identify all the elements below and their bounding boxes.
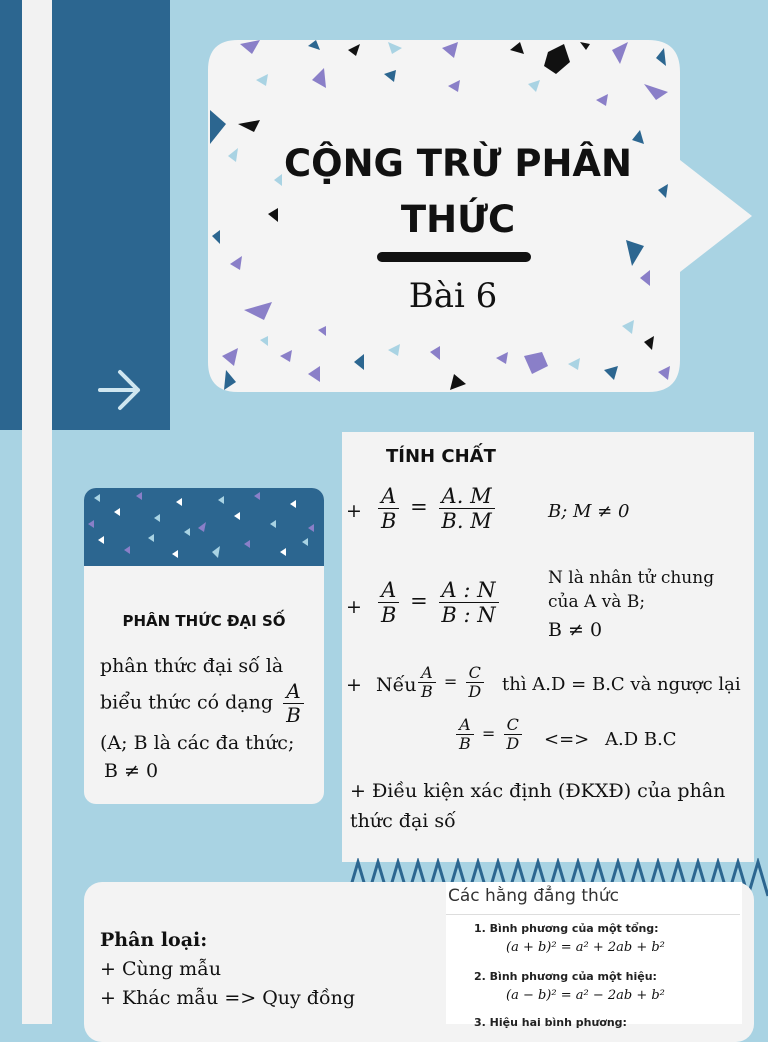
fraction-denominator: B — [381, 509, 397, 534]
definition-line: B ≠ 0 — [104, 760, 159, 782]
identities-title: Các hằng đẳng thức — [448, 886, 619, 906]
property-5-line: + Điều kiện xác định (ĐKXĐ) của phân — [350, 780, 726, 802]
property-2-plus: + — [346, 596, 362, 618]
fraction-numerator: C — [466, 664, 484, 683]
property-4-formula: $\frac{A}{B}$ = $\frac{C}{D}$ — [456, 716, 522, 754]
fraction-denominator: D — [506, 734, 520, 754]
card-confetti-header — [84, 488, 324, 566]
identity-formula: (a + b)² = a² + 2ab + b² — [506, 940, 665, 955]
identity-label: 2. Bình phương của một hiệu: — [474, 970, 657, 983]
classification-item: + Khác mẫu => Quy đồng — [100, 987, 355, 1009]
definition-text — [100, 652, 320, 785]
arrow-right-icon[interactable] — [96, 366, 144, 414]
property-5 — [350, 776, 750, 836]
property-5-line: thức đại số — [350, 810, 456, 832]
fraction-numerator: A. M — [439, 484, 495, 509]
fraction-numerator: A — [378, 484, 399, 509]
definition-card — [84, 488, 324, 804]
result-text: A.D B.C — [604, 729, 677, 750]
property-1-formula: $\frac{A}{B}$ = $\frac{A. M}{B. M}$ — [378, 484, 495, 533]
note-line: của A và B; — [548, 592, 646, 612]
fraction-denominator: B — [459, 734, 471, 754]
fraction-denominator: B. M — [441, 509, 492, 534]
fraction-numerator: A — [418, 664, 436, 683]
note-line: N là nhân tử chung — [548, 568, 715, 588]
title-underline — [377, 252, 531, 262]
divider — [446, 914, 740, 915]
confetti-pattern — [84, 488, 324, 566]
fraction-numerator: A — [378, 578, 399, 603]
property-3-suffix: thì A.D = B.C và ngược lại — [502, 674, 741, 695]
page-subtitle: Bài 6 — [408, 276, 498, 316]
identities-box — [446, 882, 742, 1029]
definition-line-with-fraction — [100, 680, 320, 727]
property-2-formula: $\frac{A}{B}$ = $\frac{A : N}{B : N}$ — [378, 578, 499, 627]
property-1-plus: + — [346, 500, 362, 522]
property-3 — [346, 674, 417, 696]
identity-label: 3. Hiệu hai bình phương: — [474, 1016, 627, 1029]
fraction-numerator: C — [504, 716, 522, 735]
property-4-result — [544, 729, 677, 750]
fraction-denominator: B — [381, 603, 397, 628]
identity-formula: (a − b)² = a² − 2ab + b² — [506, 988, 665, 1003]
fraction-denominator: B — [286, 703, 301, 727]
fraction-numerator: A — [456, 716, 474, 735]
note-line: B ≠ 0 — [548, 619, 603, 641]
property-3-formula: $\frac{A}{B}$ = $\frac{C}{D}$ — [418, 664, 484, 702]
property-2-note — [548, 566, 714, 642]
definition-line: (A; B là các đa thức; — [100, 732, 295, 754]
fraction-denominator: B — [421, 682, 433, 702]
fraction-denominator: B : N — [441, 603, 496, 628]
left-dark-stripe — [0, 0, 22, 430]
page-title — [258, 136, 658, 248]
classification-heading: Phân loại: — [100, 929, 208, 951]
equivalence-arrow: <=> — [544, 729, 590, 750]
properties-heading: TÍNH CHẤT — [386, 446, 496, 467]
fraction-numerator: A : N — [439, 578, 499, 603]
title-line-2: THỨC — [400, 198, 516, 241]
property-3-prefix: Nếu — [375, 674, 417, 696]
left-light-stripe — [22, 0, 52, 1024]
property-1-condition: B; M ≠ 0 — [548, 501, 630, 522]
identity-label: 1. Bình phương của một tổng: — [474, 922, 659, 935]
classification-item: + Cùng mẫu — [100, 958, 222, 980]
definition-line: phân thức đại số là — [100, 655, 284, 677]
title-line-1: CỘNG TRỪ PHÂN — [283, 142, 633, 185]
definition-heading: PHÂN THỨC ĐẠI SỐ — [122, 612, 286, 630]
definition-line: biểu thức có dạng — [100, 691, 274, 714]
plus-sign: + — [346, 674, 362, 696]
fraction-numerator: A — [283, 680, 303, 704]
fraction-denominator: D — [468, 682, 482, 702]
classification-text — [100, 926, 355, 1013]
